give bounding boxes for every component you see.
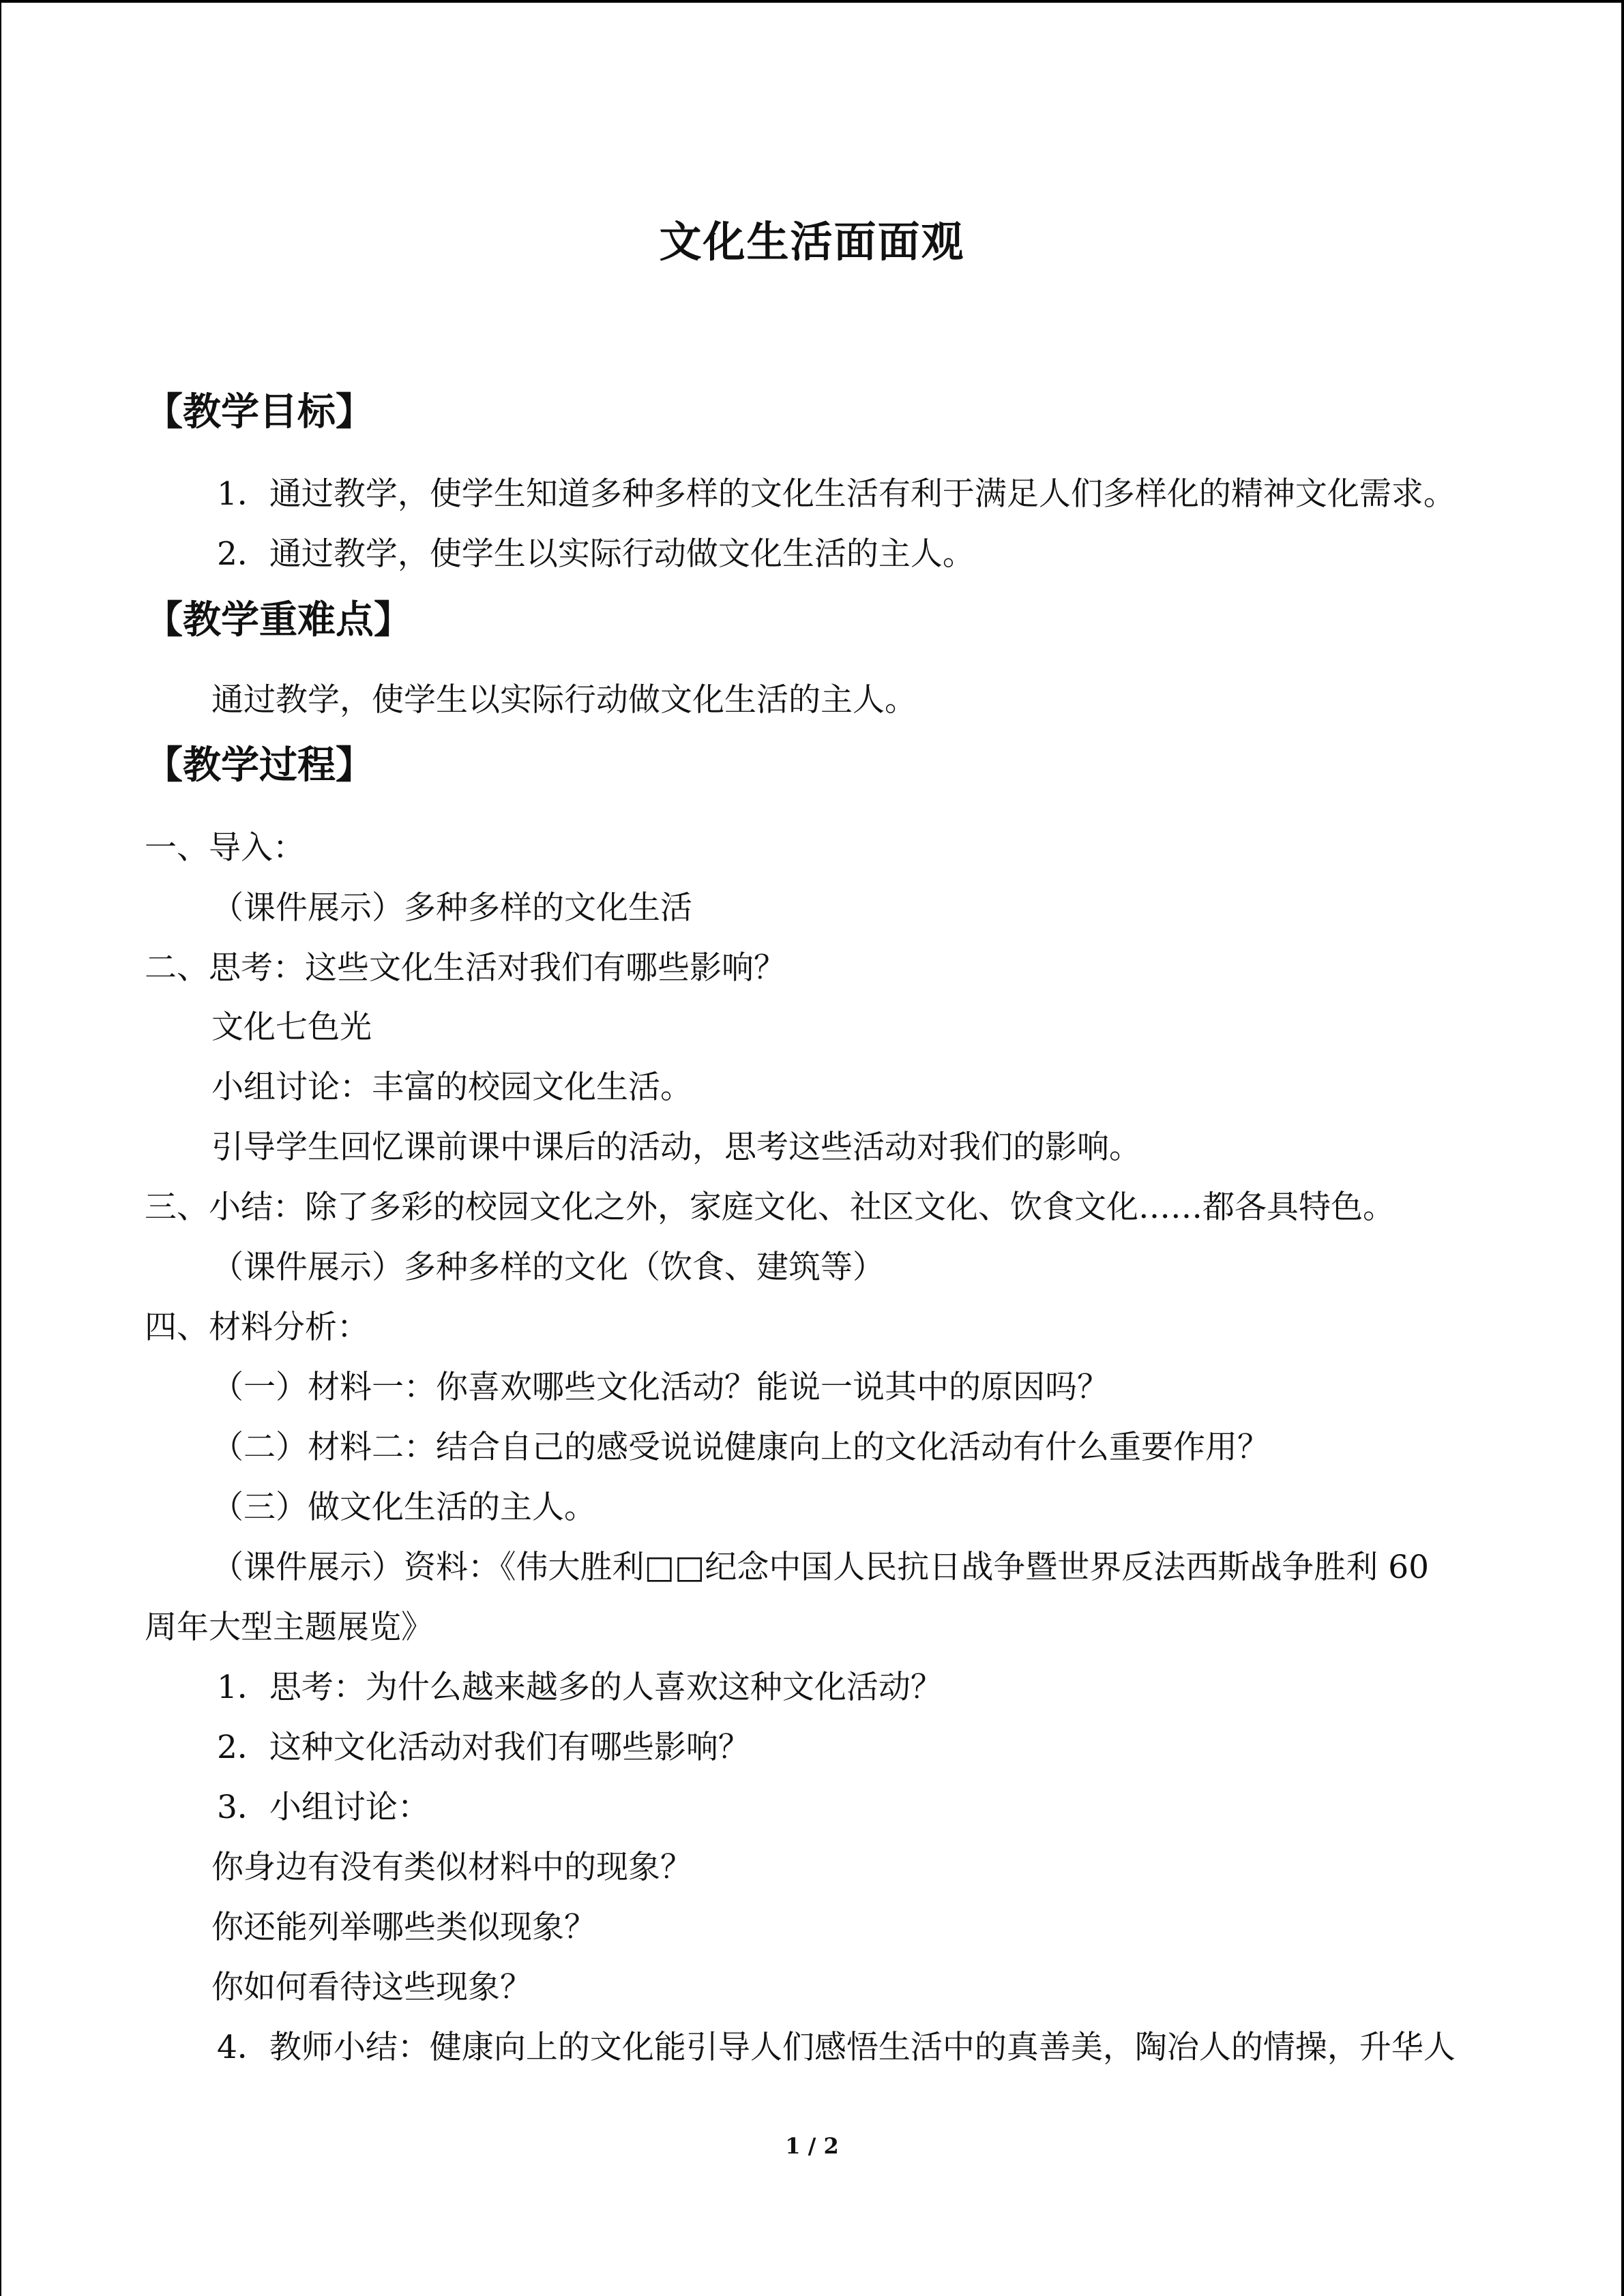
- key-points-text: 通过教学，使学生以实际行动做文化生活的主人。: [211, 681, 917, 719]
- process-line: （课件展示）多种多样的文化（饮食、建筑等）: [211, 1249, 885, 1286]
- process-line: 一、导入：: [145, 829, 305, 867]
- process-line: 二、思考：这些文化生活对我们有哪些影响？: [145, 949, 786, 987]
- goal-item: 2．通过教学，使学生以实际行动做文化生活的主人。: [217, 535, 975, 573]
- process-line: 2．这种文化活动对我们有哪些影响？: [217, 1729, 750, 1766]
- section-heading-process: 【教学过程】: [145, 743, 374, 788]
- process-line: （一）材料一：你喜欢哪些文化活动？能说一说其中的原因吗？: [211, 1369, 1109, 1406]
- process-line: 你身边有没有类似材料中的现象？: [211, 1849, 692, 1886]
- process-line: 文化七色光: [211, 1009, 372, 1046]
- process-line: 周年大型主题展览》: [145, 1609, 433, 1646]
- page-border-right: [1621, 0, 1624, 2296]
- page-title: 文化生活面面观: [659, 217, 965, 267]
- process-line: 四、材料分析：: [145, 1309, 369, 1346]
- process-line: （课件展示）资料：《伟大胜利□□纪念中国人民抗日战争暨世界反法西斯战争胜利 60: [211, 1549, 1430, 1586]
- goal-item: 1．通过教学，使学生知道多种多样的文化生活有利于满足人们多样化的精神文化需求。: [217, 475, 1456, 513]
- page-border-top: [0, 0, 1624, 3]
- process-line: （三）做文化生活的主人。: [211, 1489, 596, 1526]
- section-heading-goals: 【教学目标】: [145, 390, 374, 434]
- process-line: 4．教师小结：健康向上的文化能引导人们感悟生活中的真善美，陶冶人的情操，升华人: [217, 2029, 1456, 2066]
- process-line: （课件展示）多种多样的文化生活: [211, 889, 692, 927]
- process-line: 小组讨论：丰富的校园文化生活。: [211, 1069, 692, 1106]
- process-line: 你还能列举哪些类似现象？: [211, 1909, 596, 1946]
- process-line: （二）材料二：结合自己的感受说说健康向上的文化活动有什么重要作用？: [211, 1429, 1269, 1466]
- process-line: 3．小组讨论：: [217, 1789, 430, 1826]
- process-line: 你如何看待这些现象？: [211, 1969, 532, 2006]
- process-line: 引导学生回忆课前课中课后的活动，思考这些活动对我们的影响。: [211, 1129, 1141, 1166]
- process-line: 1．思考：为什么越来越多的人喜欢这种文化活动？: [217, 1669, 943, 1706]
- page-number: 1 / 2: [785, 2133, 839, 2159]
- page-border-left: [0, 0, 1, 2296]
- process-line: 三、小结：除了多彩的校园文化之外，家庭文化、社区文化、饮食文化……都各具特色。: [145, 1189, 1395, 1226]
- section-heading-key-points: 【教学重难点】: [145, 598, 412, 642]
